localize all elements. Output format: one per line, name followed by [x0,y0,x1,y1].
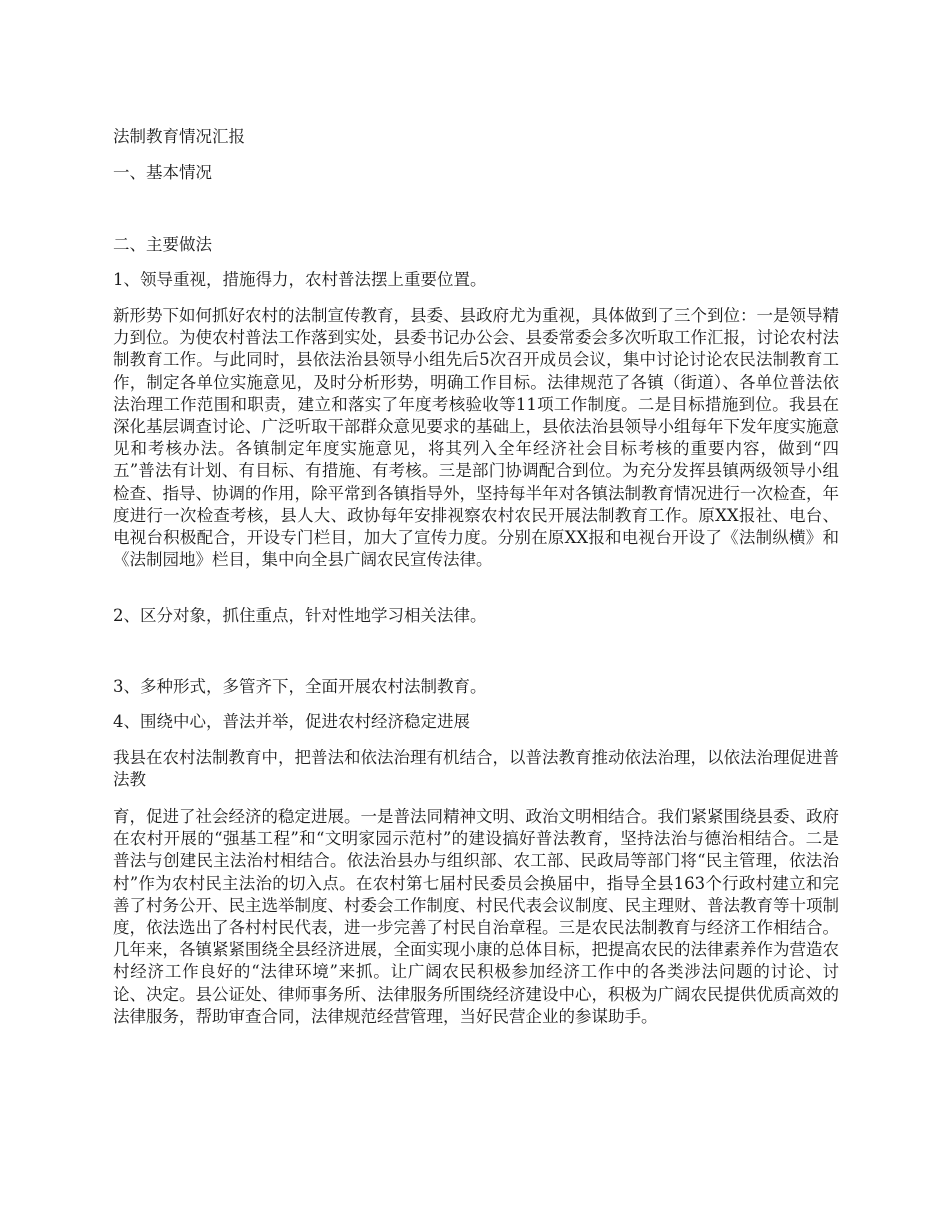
item-4-body-part2: 育，促进了社会经济的稳定进展。一是普法同精神文明、政治文明相结合。我们紧紧围绕县委、政府在农村开展的“强基工程”和“文明家园示范村”的建设搞好普法教育，坚持法治与德治相结合。二是普法与创建民主法治村相结合。依法治县办与组织部、农工部、民政局等部门将“民主管理，依法治村”作为农村民主法治的切入点。在农村第七届村民委员会换届中，指导全县163个行政村建立和完善了村务公开、民主选举制度、村委会工作制度、村民代表会议制度、民主理财、普法教育等十项制度，依法选出了各村村民代表，进一步完善了村民自治章程。三是农民法制教育与经济工作相结合。几年来，各镇紧紧围绕全县经济进展，全面实现小康的总体目标，把提高农民的法律素养作为营造农村经济工作良好的“法律环境”来抓。让广阔农民积极参加经济工作中的各类涉法问题的讨论、讨论、决定。县公证处、律师事务所、法律服务所围绕经济建设中心，积极为广阔农民提供优质高效的法律服务，帮助审查合同，法律规范经营管理，当好民营企业的参谋助手。 [113,807,839,1026]
item-1-body: 新形势下如何抓好农村的法制宣传教育，县委、县政府尤为重视，具体做到了三个到位：一是领导精力到位。为使农村普法工作落到实处，县委书记办公会、县委常委会多次听取工作汇报，讨论农村法制教育工作。与此同时，县依法治县领导小组先后5次召开成员会议，集中讨论讨论农民法制教育工作，制定各单位实施意见，及时分析形势，明确工作目标。法律规范了各镇（街道）、各单位普法依法治理工作范围和职责，建立和落实了年度考核验收等11项工作制度。二是目标措施到位。我县在深化基层调查讨论、广泛听取干部群众意见要求的基础上，县依法治县领导小组每年下发年度实施意见和考核办法。各镇制定年度实施意见，将其列入全年经济社会目标考核的重要内容，做到“四五”普法有计划、有目标、有措施、有考核。三是部门协调配合到位。为充分发挥县镇两级领导小组检查、指导、协调的作用，除平常到各镇指导外，坚持每半年对各镇法制教育情况进行一次检查，年度进行一次检查考核，县人大、政协每年安排视察农村农民开展法制教育工作。原XX报社、电台、电视台积极配合，开设专门栏目，加大了宣传力度。分别在原XX报和电视台开设了《法制纵横》和《法制园地》栏目，集中向全县广阔农民宣传法律。 [113,306,839,570]
item-1-heading: 1、领导重视，措施得力，农村普法摆上重要位置。 [113,270,487,289]
item-4-body-part1: 我县在农村法制教育中，把普法和依法治理有机结合，以普法教育推动依法治理，以依法治理促进普法教 [113,748,839,790]
item-4-heading: 4、围绕中心，普法并举，促进农村经济稳定进展 [113,712,470,731]
section-heading-basic: 一、基本情况 [113,163,212,182]
item-3-heading: 3、多种形式，多管齐下，全面开展农村法制教育。 [113,677,487,696]
section-heading-methods: 二、主要做法 [113,235,212,254]
doc-title: 法制教育情况汇报 [113,127,245,146]
item-2-heading: 2、区分对象，抓住重点，针对性地学习相关法律。 [113,606,487,625]
